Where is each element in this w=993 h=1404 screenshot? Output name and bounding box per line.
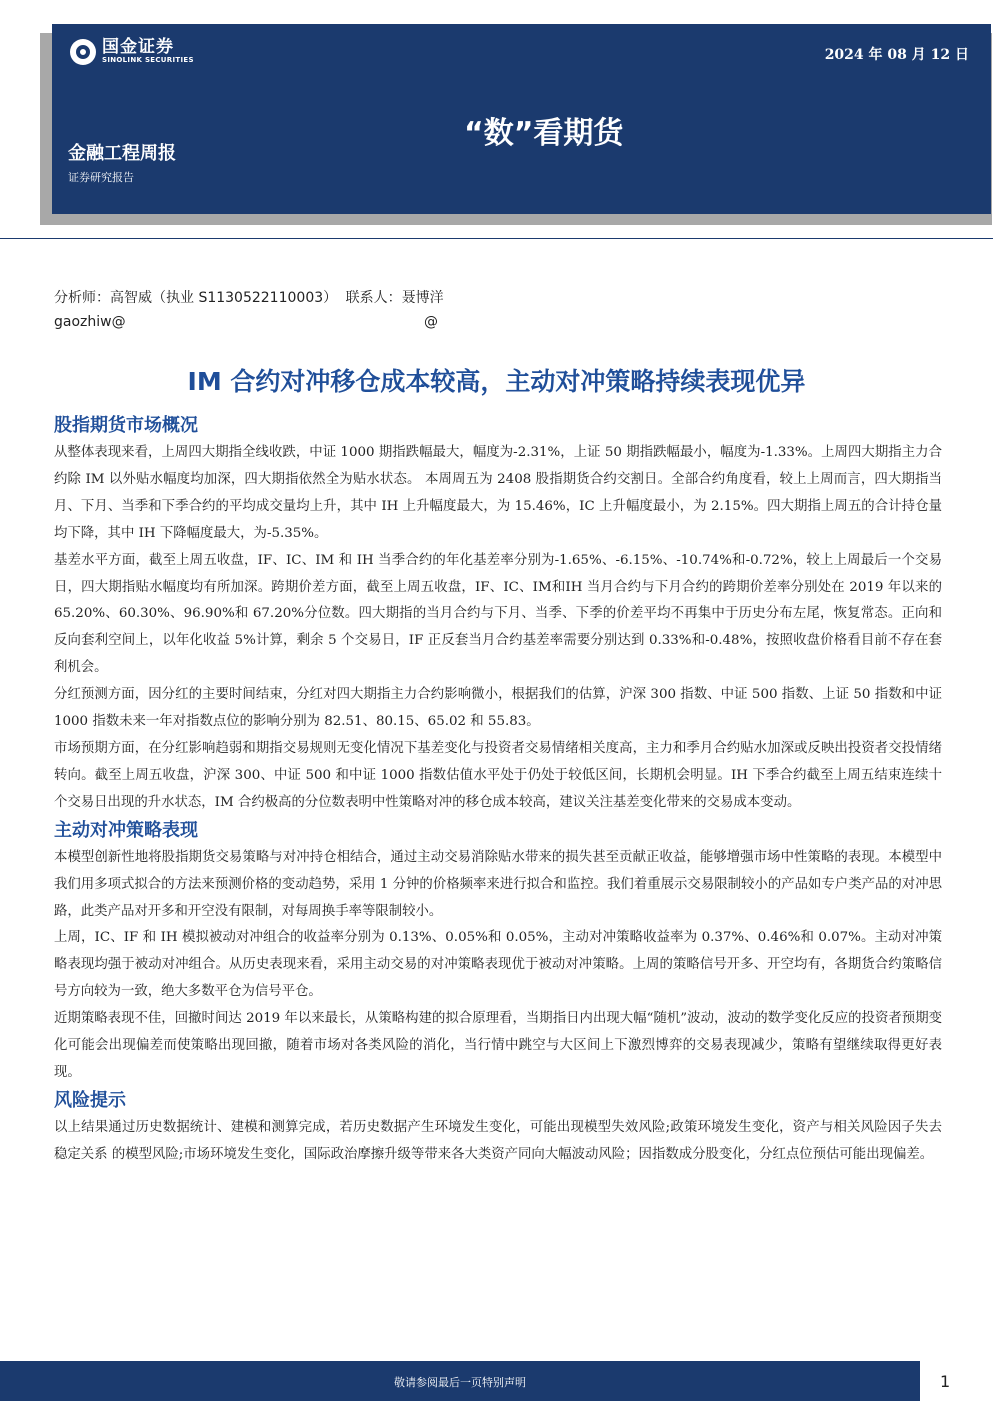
body-paragraph: 基差水平方面，截至上周五收盘，IF、IC、IM 和 IH 当季合约的年化基差率分别为-1.65%、-6.15%、-10.74%和-0.72%，较上上周最后一个交易日，四大期指贴水幅度均有所加深。跨期价差方面，截至上周五收盘，IF、IC、IM和IH 当月合约与下月合约的跨期价差率分别处在 2019 年以来的 65.20%、60.30%、96.90%和 67.20%分位数。四大期指的当月合约与下月、当季、下季的价差平均不再集中于历史分布左尾，恢复常态。正向和反向套利空间上，以年化收益 5%计算，剩余 5 个交易日，IF 正反套当月合约基差率需要分别达到 0.33%和-0.48%，按照收盘价格看目前不存在套利机会。 — [54, 552, 942, 676]
report-series-title: “数”看期货 — [464, 116, 624, 151]
logo-mark-icon — [70, 39, 96, 65]
company-logo — [70, 38, 194, 65]
analyst-email[interactable]: gaozhiw@ — [54, 314, 126, 330]
weekly-report-label: 金融工程周报 — [68, 143, 176, 164]
disclaimer-note: 敬请参阅最后一页特别声明 — [394, 1376, 526, 1389]
section-heading-risk: 风险提示 — [54, 1089, 126, 1111]
header-divider — [0, 238, 993, 239]
body-paragraph: 市场预期方面，在分红影响趋弱和期指交易规则无变化情况下基差变化与投资者交易情绪相关度高，主力和季月合约贴水加深或反映出投资者交投情绪转向。截至上周五收盘，沪深 300、中证 500 和中证 1000 指数估值水平处于仍处于较低区间，长期机会明显。IH 下季合约截至上周五结束连续十个交易日出现的升水状态，IM 合约极高的分位数表明中性策略对冲的移仓成本较高，建议关注基差变化带来的交易成本变动。 — [54, 740, 942, 810]
section-heading-active-hedge: 主动对冲策略表现 — [54, 819, 198, 841]
body-paragraph: 从整体表现来看，上周四大期指全线收跌，中证 1000 期指跌幅最大，幅度为-2.31%，上证 50 期指跌幅最小，幅度为-1.33%。上周四大期指主力合约除 IM 以外贴水幅度均加深，四大期指依然全为贴水状态。 本周周五为 2408 股指期货合约交割日。全部合约角度看，较上上周而言，四大期指当月、下月、当季和下季合约的平均成交量均上升，其中 IH 上升幅度最大，为 15.46%，IC 上升幅度最小，为 2.15%。四大期指上周五的合计持仓量均下降，其中 IH 下降幅度最大，为-5.35%。 — [54, 445, 942, 541]
logo-cn-text: 国金证券 — [102, 37, 174, 57]
section-heading-market-overview: 股指期货市场概况 — [54, 415, 198, 436]
report-body — [54, 412, 942, 1169]
body-paragraph: 上周，IC、IF 和 IH 模拟被动对冲组合的收益率分别为 0.13%、0.05%和 0.05%，主动对冲策略收益率为 0.37%、0.46%和 0.07%。主动对冲策略表现均强于被动对冲组合。从历史表现来看，采用主动交易的对冲策略表现优于被动对冲策略。上周的策略信号开多、开空均有，各期货合约策略信号方向较为一致，绝大多数平仓为信号平仓。 — [54, 930, 942, 1000]
contact-name: 联系人：聂博洋 — [345, 290, 444, 306]
body-paragraph: 以上结果通过历史数据统计、建模和测算完成，若历史数据产生环境发生变化，可能出现模型失效风险;政策环境发生变化，资产与相关风险因子失去稳定关系 的模型风险;市场环境发生变化，国际政治摩擦升级等带来各大类资产同向大幅波动风险；因指数成分股变化，分红点位预估可能出现偏差。 — [54, 1119, 942, 1162]
contact-email[interactable]: @ — [424, 314, 438, 330]
header-banner — [52, 24, 991, 214]
body-paragraph: 近期策略表现不佳，回撤时间达 2019 年以来最长，从策略构建的拟合原理看，当期指日内出现大幅“随机”波动，波动的数学变化反应的投资者预期变化可能会出现偏差而使策略出现回撤，随着市场对各类风险的消化，当行情中跳空与大区间上下激烈博弈的交易表现减少，策略有望继续取得更好表现。 — [54, 1011, 942, 1080]
page-number: 1 — [940, 1372, 951, 1391]
logo-en-text: SINOLINK SECURITIES — [102, 56, 194, 64]
report-date: 2024 年 08 月 12 日 — [824, 47, 969, 63]
analyst-name: 分析师：高智威（执业 S1130522110003） — [54, 290, 338, 306]
report-type-label: 证券研究报告 — [68, 171, 134, 184]
analyst-line — [54, 287, 448, 307]
footer-bar — [0, 1361, 920, 1401]
body-paragraph: 本模型创新性地将股指期货交易策略与对冲持仓相结合，通过主动交易消除贴水带来的损失甚至贡献正收益，能够增强市场中性策略的表现。本模型中我们用多项式拟合的方法来预测价格的变动趋势，采用 1 分钟的价格频率来进行拟合和监控。我们着重展示交易限制较小的产品如专户类产品的对冲思路，此类产品对开多和开空没有限制，对每周换手率等限制较小。 — [54, 849, 942, 919]
email-line — [54, 314, 454, 330]
report-headline: IM 合约对冲移仓成本较高，主动对冲策略持续表现优异 — [187, 367, 806, 396]
body-paragraph: 分红预测方面，因分红的主要时间结束，分红对四大期指主力合约影响微小，根据我们的估算，沪深 300 指数、中证 500 指数、上证 50 指数和中证 1000 指数未来一年对指数点位的影响分别为 82.51、80.15、65.02 和 55.83。 — [54, 687, 942, 730]
